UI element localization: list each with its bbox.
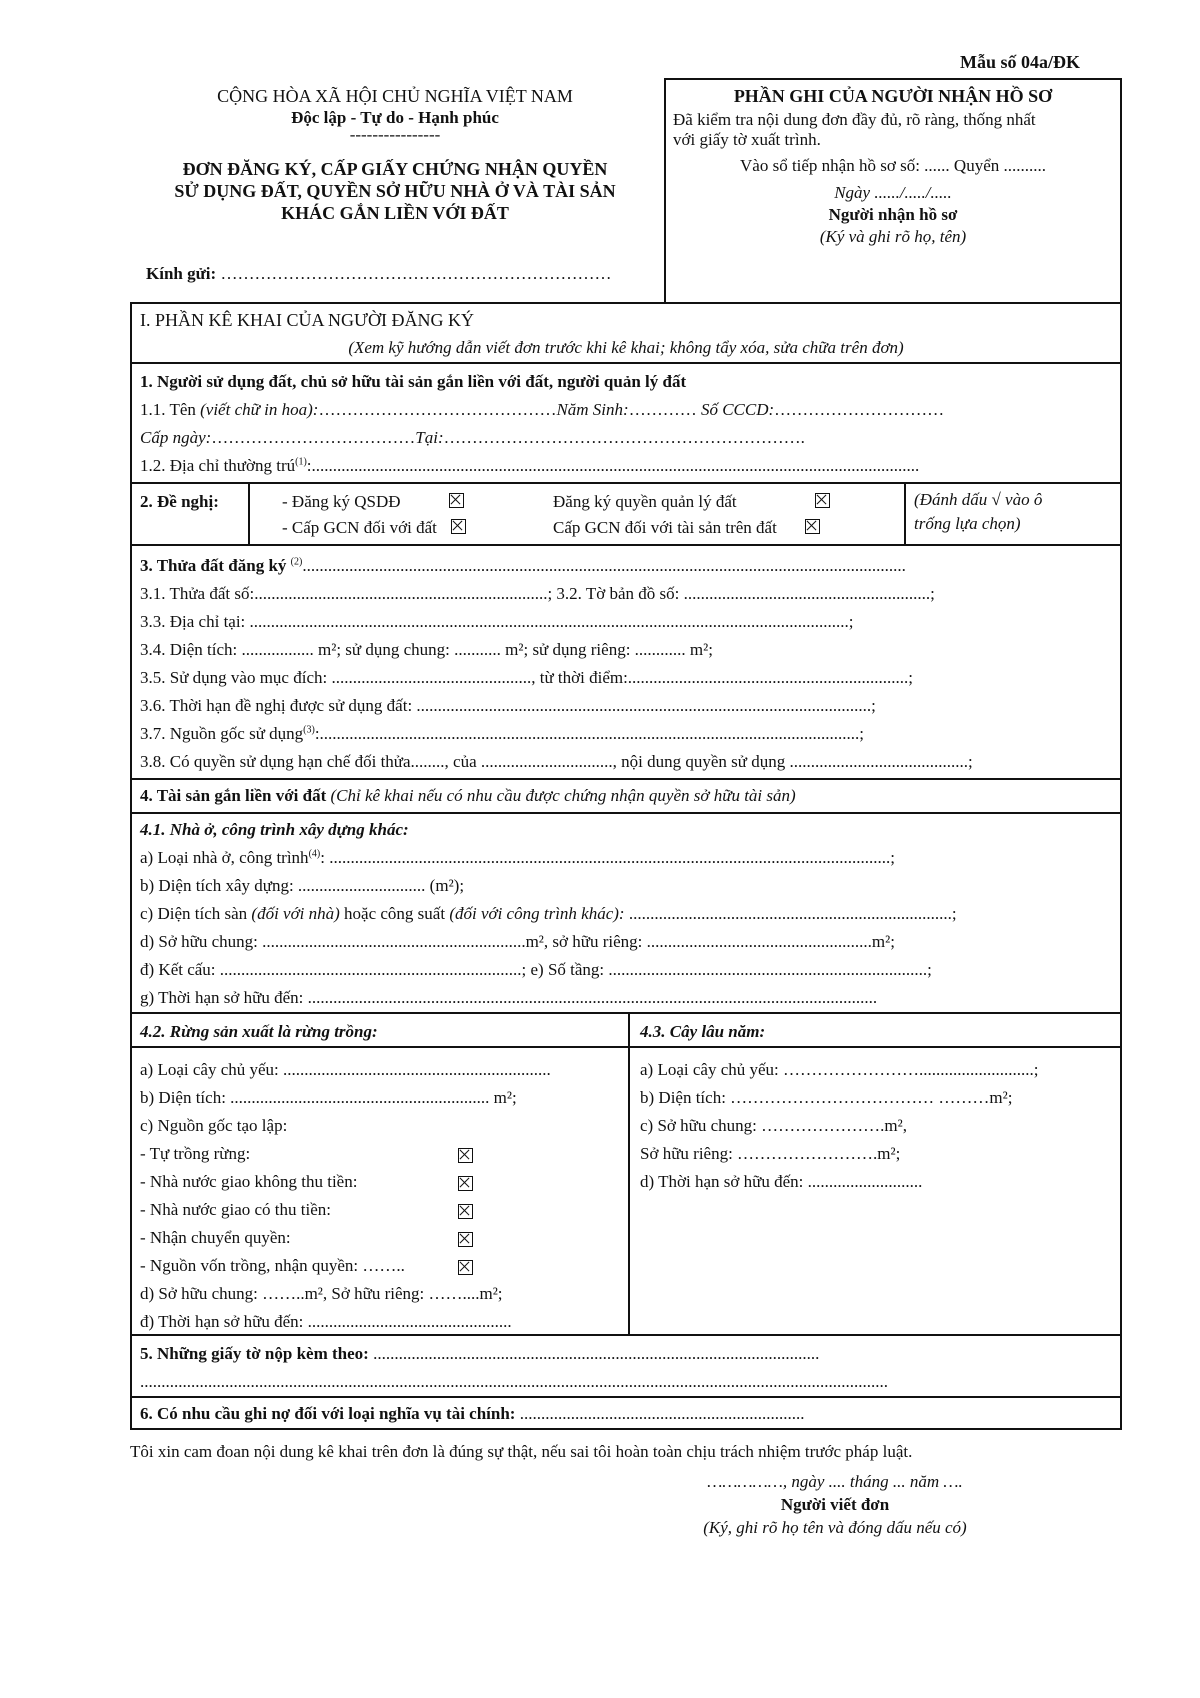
part-3-title: 3. Thửa đất đăng ký [140, 556, 291, 575]
origin-label: 3.7. Nguồn gốc sử dụng [140, 724, 304, 743]
perennial-area-field[interactable]: b) Diện tích: ……………………………… ………m²; [640, 1088, 1013, 1107]
receiver-sign-note: (Ký và ghi rõ họ, tên) [819, 227, 967, 246]
part-5-title: 5. Những giấy tờ nộp kèm theo: [140, 1344, 369, 1363]
checkbox-note-1: (Đánh dấu √ vào ô [914, 490, 1043, 509]
perennial-shared-field[interactable]: c) Sở hữu chung: ………………….m², [640, 1116, 907, 1135]
option-label: Cấp GCN đối với tài sản trên đất [553, 518, 777, 537]
ownership-field[interactable]: d) Sở hữu chung: ..............................................................m², sở hữu riêng: .....................................................m²; [140, 932, 895, 951]
option-label: - Cấp GCN đối với đất [282, 518, 437, 537]
part-3-sup: (2) [290, 556, 303, 568]
house-type-field[interactable]: : ....................................................................................................................................; [320, 848, 895, 867]
floor-area-row [140, 904, 957, 924]
checkbox-icon[interactable] [458, 1260, 473, 1275]
part-1-title: 1. Người sử dụng đất, chủ sở hữu tài sản gắn liền với đất, người quản lý đất [140, 372, 687, 391]
divider-line [130, 1396, 1122, 1398]
part-4-title: 4. Tài sản gắn liền với đất [140, 786, 331, 805]
section-4-3-title: 4.3. Cây lâu năm: [640, 1022, 766, 1041]
house-type-sup: (4) [308, 848, 321, 860]
receiver-line-1: Đã kiểm tra nội dung đơn đầy đủ, rõ ràng, thống nhất [673, 110, 1036, 129]
origin-sup: (3) [303, 724, 315, 736]
section-1-title: I. PHẦN KÊ KHAI CỦA NGƯỜI ĐĂNG KÝ [140, 310, 474, 330]
divider-line [130, 778, 1122, 780]
perennial-list [640, 1056, 1118, 1196]
divider-line [130, 1334, 1122, 1336]
checkbox-icon[interactable] [458, 1232, 473, 1247]
section-4-2-title: 4.2. Rừng sản xuất là rừng trồng: [140, 1022, 378, 1041]
receiver-date[interactable]: Ngày ....../...../..... [834, 183, 952, 202]
checkbox-icon[interactable] [805, 519, 820, 534]
parcel-origin-row [140, 724, 864, 744]
checkbox-note-2: trống lựa chọn) [914, 514, 1021, 533]
parcel-purpose-field[interactable]: 3.5. Sử dụng vào mục đích: ..............................................., từ thời điểm:..................................................................; [140, 668, 914, 687]
map-sheet-field[interactable]: ; 3.2. Tờ bản đồ số: ..........................................................; [547, 584, 935, 603]
checkbox-icon[interactable] [815, 493, 830, 508]
debt-field[interactable]: ................................................................... [515, 1404, 805, 1423]
checkbox-icon[interactable] [449, 493, 464, 508]
house-type-label: a) Loại nhà ở, công trình [140, 848, 309, 867]
form-title-3: KHÁC GẮN LIỀN VỚI ĐẤT [281, 203, 509, 223]
forest-area-field[interactable]: b) Diện tích: ............................................................. m²; [140, 1088, 517, 1107]
receiver-signer: Người nhận hồ sơ [828, 205, 958, 224]
name-hint: (viết chữ in hoa): [200, 400, 319, 419]
signature-block [620, 1472, 1050, 1538]
sign-title: Người viết đơn [780, 1495, 890, 1514]
name-row [140, 400, 944, 420]
perennial-private-field[interactable]: Sở hữu riêng: …………………….m²; [640, 1144, 901, 1163]
divider-line [130, 1012, 1122, 1014]
pledge-text: Tôi xin cam đoan nội dung kê khai trên đơn là đúng sự thật, nếu sai tôi hoàn toàn chịu trách nhiệm trước pháp luật. [130, 1442, 913, 1461]
birth-label: Năm Sinh: [556, 400, 629, 419]
forest-list [140, 1056, 620, 1336]
recipient-label: Kính gửi: [146, 264, 217, 283]
address-label: 1.2. Địa chỉ thường trú [140, 456, 296, 475]
receiver-line-3[interactable]: Vào sổ tiếp nhận hồ sơ số: ...... Quyển .......... [740, 156, 1046, 175]
divider: ---------------- [349, 125, 441, 144]
option-register-qsdd[interactable] [282, 492, 464, 512]
name-label: 1.1. Tên [140, 400, 201, 419]
option-gcn-assets[interactable] [553, 518, 820, 538]
option-label: - Nhà nước giao không thu tiền: [140, 1172, 358, 1191]
issue-row [140, 428, 805, 448]
recipient-dots[interactable]: …………………………………………………………… [220, 264, 612, 283]
receiver-title: PHẦN GHI CỦA NGƯỜI NHẬN HỒ SƠ [733, 86, 1053, 106]
option-label: - Nhà nước giao có thu tiền: [140, 1200, 331, 1219]
parcel-number-field[interactable]: 3.1. Thửa đất số:..................................................................... [140, 584, 548, 603]
part-3-title-row [140, 556, 1115, 576]
structure-floors-field[interactable]: đ) Kết cấu: .......................................................................; e) Số tầng: ...........................................................................; [140, 960, 932, 979]
nation-title: CỘNG HÒA XÃ HỘI CHỦ NGHĨA VIỆT NAM [217, 86, 573, 106]
birth-field[interactable]: ………… [628, 400, 701, 419]
attachments-field[interactable]: ......................................................................................................... [368, 1344, 820, 1363]
perennial-species-field[interactable]: a) Loại cây chủ yếu: ……………………...........................; [640, 1060, 1039, 1079]
part-4-note: (Chỉ kê khai nếu có nhu cầu được chứng nhận quyền sở hữu tài sản) [330, 786, 796, 805]
part-4-title-row [140, 786, 796, 806]
part-6-row [140, 1404, 804, 1424]
forest-origin-label: c) Nguồn gốc tạo lập: [140, 1116, 288, 1135]
forest-ownership-field[interactable]: d) Sở hữu chung: ……..m², Sở hữu riêng: ……....m²; [140, 1284, 503, 1303]
attachments-field-2[interactable]: ................................................................................................................................................................................ [140, 1372, 888, 1391]
parcel-term-field[interactable]: 3.6. Thời hạn đề nghị được sử dụng đất: ...........................................................................................................; [140, 696, 876, 715]
floor-area-hint: (đối với nhà) [251, 904, 340, 923]
option-label: - Nguồn vốn trồng, nhận quyền: …….. [140, 1256, 405, 1275]
option-label: - Nhận chuyển quyền: [140, 1228, 291, 1247]
floor-area-label: c) Diện tích sàn [140, 904, 252, 923]
checkbox-icon[interactable] [458, 1176, 473, 1191]
receiver-content [666, 86, 1120, 247]
parcel-area-field[interactable]: 3.4. Diện tích: ................. m²; sử dụng chung: ........... m²; sử dụng riêng: ............ m²; [140, 640, 713, 659]
place-label: Tại: [415, 428, 444, 447]
forest-species-field[interactable]: a) Loại cây chủ yếu: ............................................................... [140, 1060, 551, 1079]
origin-state-free[interactable] [140, 1168, 620, 1196]
option-register-management[interactable] [553, 492, 830, 512]
issue-label: Cấp ngày: [140, 428, 212, 447]
option-gcn-land[interactable] [282, 518, 466, 538]
form-code: Mẫu số 04a/ĐK [960, 52, 1081, 72]
ownership-term-field[interactable]: g) Thời hạn sở hữu đến: ...................................................................................................................................... [140, 988, 878, 1007]
origin-capital[interactable] [140, 1252, 620, 1280]
id-label: Số CCCD: [700, 400, 775, 419]
divider-line [628, 1012, 630, 1334]
origin-transfer[interactable] [140, 1224, 620, 1252]
option-label: - Đăng ký QSDĐ [282, 492, 401, 511]
checkbox-icon[interactable] [458, 1148, 473, 1163]
parcel-address-field[interactable]: 3.3. Địa chỉ tại: .............................................................................................................................................; [140, 612, 854, 631]
build-area-field[interactable]: b) Diện tích xây dựng: .............................. (m²); [140, 876, 465, 895]
address-sup: (1) [295, 456, 307, 468]
part-6-title: 6. Có nhu cầu ghi nợ đối với loại nghĩa vụ tài chính: [140, 1404, 516, 1423]
form-title-2: SỬ DỤNG ĐẤT, QUYỀN SỞ HỮU NHÀ Ở VÀ TÀI SẢN [174, 181, 616, 201]
option-label: Đăng ký quyền quản lý đất [553, 492, 737, 511]
motto: Độc lập - Tự do - Hạnh phúc [291, 108, 499, 127]
sign-date[interactable]: ……………, ngày .... tháng ... năm …. [707, 1472, 963, 1491]
sign-note: (Ký, ghi rõ họ tên và đóng dấu nếu có) [703, 1518, 967, 1537]
parcel-restricted-field[interactable]: 3.8. Có quyền sử dụng hạn chế đối thửa........, của ..............................., nội dung quyền sử dụng ..........................................; [140, 752, 973, 771]
place-field[interactable]: ………………………………………………………. [443, 428, 805, 447]
divider-line [904, 482, 906, 544]
address-row [140, 456, 1115, 476]
origin-field[interactable]: :...............................................................................................................................; [314, 724, 865, 743]
house-type-row [140, 848, 895, 868]
form-title-1: ĐƠN ĐĂNG KÝ, CẤP GIẤY CHỨNG NHẬN QUYỀN [182, 159, 608, 179]
header-block [130, 86, 660, 224]
issue-field[interactable]: ……………………………… [211, 428, 416, 447]
divider-line [248, 482, 250, 544]
part-3-field[interactable]: .............................................................................................................................................. [302, 556, 906, 575]
divider-line [130, 482, 1122, 484]
perennial-term-field[interactable]: d) Thời hạn sở hữu đến: ........................... [640, 1172, 923, 1191]
address-field[interactable]: :............................................................................................................................................... [306, 456, 920, 475]
forest-term-field[interactable]: đ) Thời hạn sở hữu đến: ................................................ [140, 1312, 512, 1331]
divider-line [130, 1046, 1122, 1048]
recipient-line [146, 264, 611, 284]
parcel-row [140, 584, 935, 604]
capacity-hint: (đối với công trình khác): [449, 904, 625, 923]
divider-line [130, 362, 1122, 364]
checkbox-icon[interactable] [458, 1204, 473, 1219]
section-1-note: (Xem kỹ hướng dẫn viết đơn trước khi kê khai; không tẩy xóa, sửa chữa trên đơn) [348, 338, 904, 357]
checkbox-icon[interactable] [451, 519, 466, 534]
divider-line [130, 812, 1122, 814]
divider-line [130, 544, 1122, 546]
id-field[interactable]: ………………………… [774, 400, 945, 419]
capacity-label: hoặc công suất [339, 904, 450, 923]
receiver-line-2: với giấy tờ xuất trình. [673, 130, 821, 149]
section-4-1-title: 4.1. Nhà ở, công trình xây dựng khác: [140, 820, 409, 839]
origin-state-paid[interactable] [140, 1196, 620, 1224]
origin-self-planted[interactable] [140, 1140, 620, 1168]
part-2-title: 2. Đề nghị: [140, 492, 219, 511]
floor-area-field[interactable]: ............................................................................; [624, 904, 957, 923]
option-label: - Tự trồng rừng: [140, 1144, 251, 1163]
name-field[interactable]: …………………………………… [318, 400, 557, 419]
part-5-row [140, 1344, 819, 1364]
